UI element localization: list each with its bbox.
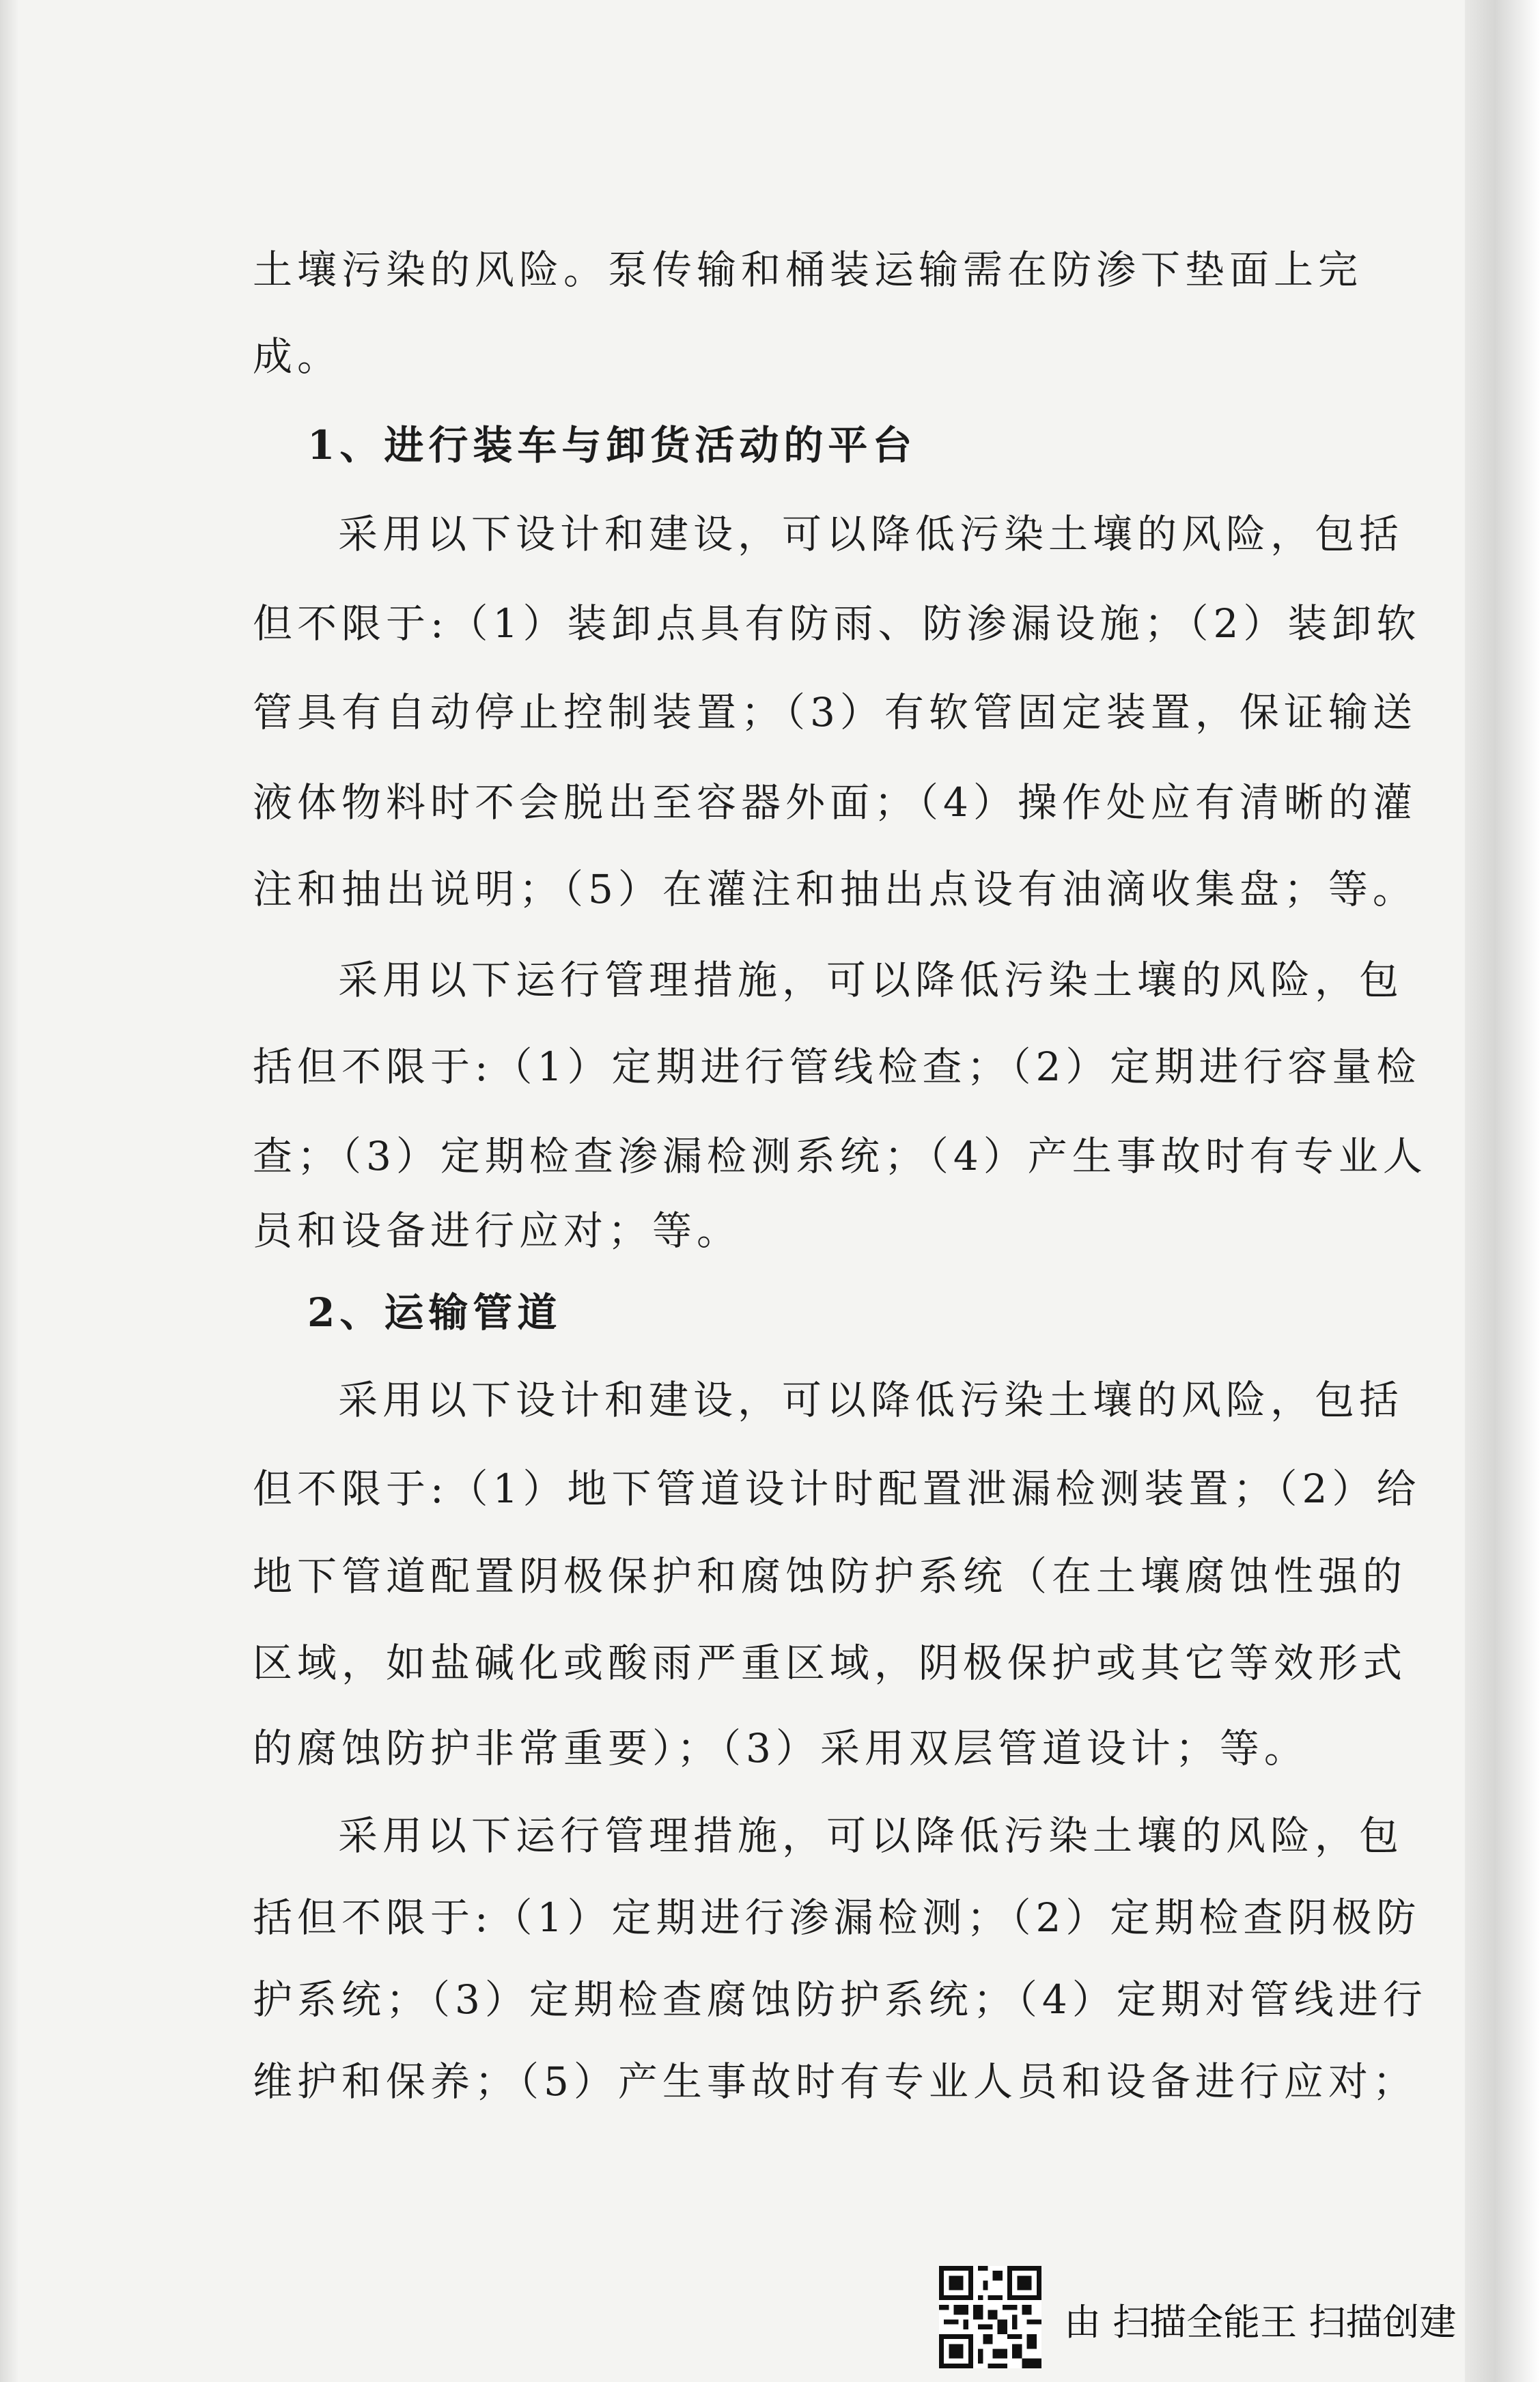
text-line: 成。	[253, 333, 342, 380]
text-line: 采用以下运行管理措施，可以降低污染土壤的风险，包	[338, 1812, 1404, 1859]
text-line: 注和抽出说明；（5）在灌注和抽出点设有油滴收集盘；等。	[253, 866, 1417, 912]
text-line: 但不限于:（1）装卸点具有防雨、防渗漏设施；（2）装卸软	[253, 600, 1421, 647]
text-line: 护系统；（3）定期检查腐蚀防护系统；（4）定期对管线进行	[253, 1976, 1427, 2023]
text-line: 员和设备进行应对；等。	[253, 1207, 742, 1254]
text-line: 采用以下设计和建设，可以降低污染土壤的风险，包括	[338, 511, 1404, 557]
text-line: 区域，如盐碱化或酸雨严重区域，阴极保护或其它等效形式	[253, 1640, 1408, 1686]
section-heading: 1、进行装车与卸货活动的平台	[307, 422, 917, 468]
text-line: 括但不限于:（1）定期进行渗漏检测；（2）定期检查阴极防	[253, 1894, 1421, 1941]
text-line: 维护和保养；（5）产生事故时有专业人员和设备进行应对；	[253, 2058, 1417, 2105]
text-line: 采用以下运行管理措施，可以降低污染土壤的风险，包	[338, 957, 1404, 1003]
text-line: 但不限于:（1）地下管道设计时配置泄漏检测装置；（2）给	[253, 1466, 1421, 1512]
text-line: 括但不限于:（1）定期进行管线检查；（2）定期进行容量检	[253, 1043, 1421, 1090]
section-heading: 2、运输管道	[307, 1289, 562, 1336]
text-line: 查；（3）定期检查渗漏检测系统；（4）产生事故时有专业人	[253, 1133, 1427, 1179]
qr-code-icon	[939, 2266, 1041, 2368]
text-line: 液体物料时不会脱出至容器外面；（4）操作处应有清晰的灌	[253, 779, 1417, 826]
page-edge	[1465, 0, 1540, 2382]
watermark-text: 由 扫描全能王 扫描创建	[1064, 2301, 1457, 2344]
text-line: 的腐蚀防护非常重要）；（3）采用双层管道设计；等。	[253, 1725, 1308, 1771]
text-line: 采用以下设计和建设，可以降低污染土壤的风险，包括	[338, 1377, 1404, 1423]
text-line: 管具有自动停止控制装置；（3）有软管固定装置，保证输送	[253, 689, 1417, 735]
text-line: 地下管道配置阴极保护和腐蚀防护系统（在土壤腐蚀性强的	[253, 1553, 1408, 1599]
text-line: 土壤污染的风险。泵传输和桶装运输需在防渗下垫面上完	[253, 247, 1363, 293]
scanner-watermark	[939, 2266, 1526, 2375]
